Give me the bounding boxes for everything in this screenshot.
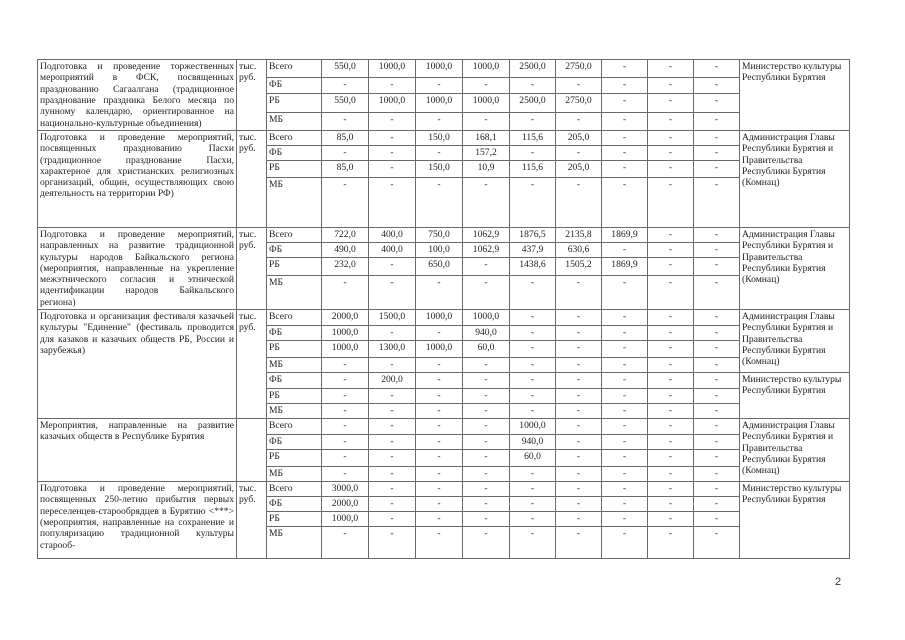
amount-cell: - <box>648 113 694 131</box>
funding-source-label: Всего <box>267 419 322 435</box>
funding-source-label: Всего <box>267 310 322 326</box>
amount-cell: 1000,0 <box>369 60 416 78</box>
funding-source-label: МБ <box>267 275 322 310</box>
funding-source-label: ФБ <box>267 497 322 512</box>
amount-cell: - <box>369 258 416 275</box>
responsible-ministry: Министерство культуры Республики Бурятия <box>740 482 850 559</box>
amount-cell: - <box>694 435 740 450</box>
amount-cell: - <box>648 512 694 527</box>
amount-cell: - <box>694 404 740 419</box>
funding-source-label: Всего <box>267 227 322 242</box>
amount-cell: 150,0 <box>416 130 463 145</box>
page-number: 2 <box>835 576 842 588</box>
amount-cell: 400,0 <box>369 227 416 242</box>
amount-cell: - <box>648 450 694 467</box>
unit-cell <box>237 419 267 482</box>
amount-cell: - <box>694 389 740 404</box>
amount-cell: - <box>416 358 463 373</box>
amount-cell: - <box>694 497 740 512</box>
amount-cell: - <box>694 467 740 482</box>
amount-cell: - <box>648 60 694 78</box>
amount-cell: 115,6 <box>510 160 556 177</box>
amount-cell: - <box>694 450 740 467</box>
amount-cell: - <box>369 482 416 497</box>
amount-cell: - <box>369 435 416 450</box>
table-row <box>38 227 850 242</box>
amount-cell: - <box>556 467 602 482</box>
amount-cell: - <box>510 358 556 373</box>
amount-cell: 940,0 <box>510 435 556 450</box>
amount-cell: - <box>322 358 369 373</box>
amount-cell: 1000,0 <box>416 94 463 113</box>
amount-cell: - <box>510 527 556 559</box>
amount-cell: - <box>648 243 694 258</box>
amount-cell: - <box>556 373 602 389</box>
amount-cell: - <box>556 482 602 497</box>
amount-cell: - <box>602 94 648 113</box>
table-row <box>38 60 850 78</box>
funding-source-label: ФБ <box>267 326 322 341</box>
amount-cell: - <box>463 512 510 527</box>
amount-cell: 750,0 <box>416 227 463 242</box>
amount-cell: - <box>416 389 463 404</box>
amount-cell: - <box>648 94 694 113</box>
amount-cell: - <box>463 113 510 131</box>
funding-source-label: ФБ <box>267 145 322 160</box>
table-row <box>38 419 850 435</box>
amount-cell: - <box>648 467 694 482</box>
amount-cell: - <box>416 527 463 559</box>
amount-cell: - <box>602 113 648 131</box>
amount-cell: - <box>648 404 694 419</box>
amount-cell: - <box>510 145 556 160</box>
amount-cell: 205,0 <box>556 160 602 177</box>
amount-cell: 1000,0 <box>369 94 416 113</box>
responsible-ministry: Министерство культуры Республики Бурятия <box>740 60 850 131</box>
amount-cell: - <box>369 113 416 131</box>
amount-cell: - <box>463 77 510 94</box>
amount-cell: - <box>322 77 369 94</box>
amount-cell: - <box>463 373 510 389</box>
funding-source-label: МБ <box>267 404 322 419</box>
amount-cell: - <box>602 512 648 527</box>
amount-cell: - <box>556 527 602 559</box>
amount-cell: - <box>463 275 510 310</box>
amount-cell: - <box>694 113 740 131</box>
amount-cell: - <box>463 177 510 227</box>
amount-cell: 650,0 <box>416 258 463 275</box>
amount-cell: - <box>416 467 463 482</box>
amount-cell: 1300,0 <box>369 341 416 358</box>
amount-cell: - <box>510 341 556 358</box>
amount-cell: - <box>602 467 648 482</box>
funding-source-label: МБ <box>267 467 322 482</box>
amount-cell: - <box>602 145 648 160</box>
amount-cell: - <box>694 527 740 559</box>
amount-cell: - <box>694 130 740 145</box>
amount-cell: - <box>322 404 369 419</box>
amount-cell: - <box>322 467 369 482</box>
amount-cell: - <box>602 310 648 326</box>
amount-cell: - <box>648 482 694 497</box>
amount-cell: - <box>463 404 510 419</box>
amount-cell: - <box>694 145 740 160</box>
amount-cell: - <box>602 60 648 78</box>
amount-cell: - <box>416 419 463 435</box>
amount-cell: - <box>556 419 602 435</box>
amount-cell: - <box>510 113 556 131</box>
responsible-ministry: Министерство культуры Республики Бурятия <box>740 373 850 419</box>
amount-cell: - <box>322 419 369 435</box>
amount-cell: - <box>416 404 463 419</box>
amount-cell: - <box>369 404 416 419</box>
amount-cell: - <box>602 450 648 467</box>
amount-cell: 1505,2 <box>556 258 602 275</box>
amount-cell: 1000,0 <box>463 60 510 78</box>
amount-cell: - <box>602 497 648 512</box>
funding-source-label: ФБ <box>267 77 322 94</box>
amount-cell: - <box>556 310 602 326</box>
amount-cell: - <box>369 497 416 512</box>
amount-cell: 490,0 <box>322 243 369 258</box>
amount-cell: - <box>694 512 740 527</box>
amount-cell: 100,0 <box>416 243 463 258</box>
amount-cell: - <box>694 160 740 177</box>
funding-source-label: Всего <box>267 60 322 78</box>
amount-cell: 2750,0 <box>556 60 602 78</box>
table-row <box>38 130 850 145</box>
amount-cell: - <box>463 450 510 467</box>
amount-cell: - <box>602 243 648 258</box>
amount-cell: - <box>694 358 740 373</box>
amount-cell: 150,0 <box>416 160 463 177</box>
activity-description: Подготовка и проведение мероприятий, посвященных 250-летию прибытия первых переселенцев-старообрядцев в Бурятию <***> (мероприятия, направленные на сохранение и популяризацию традиционной культуры старооб- <box>38 482 237 559</box>
amount-cell: 550,0 <box>322 94 369 113</box>
amount-cell: 630,6 <box>556 243 602 258</box>
amount-cell: 2500,0 <box>510 94 556 113</box>
amount-cell: - <box>416 497 463 512</box>
amount-cell: 168,1 <box>463 130 510 145</box>
amount-cell: 2750,0 <box>556 94 602 113</box>
amount-cell: - <box>556 77 602 94</box>
table-row <box>38 482 850 497</box>
amount-cell: 1876,5 <box>510 227 556 242</box>
amount-cell: - <box>369 77 416 94</box>
amount-cell: - <box>648 527 694 559</box>
amount-cell: - <box>463 482 510 497</box>
amount-cell: - <box>556 435 602 450</box>
amount-cell: - <box>556 358 602 373</box>
table-row <box>38 310 850 326</box>
amount-cell: 85,0 <box>322 160 369 177</box>
amount-cell: 940,0 <box>463 326 510 341</box>
funding-source-label: РБ <box>267 160 322 177</box>
amount-cell: - <box>602 326 648 341</box>
amount-cell: - <box>556 389 602 404</box>
amount-cell: - <box>556 497 602 512</box>
amount-cell: 200,0 <box>369 373 416 389</box>
amount-cell: - <box>556 450 602 467</box>
amount-cell: - <box>648 373 694 389</box>
amount-cell: - <box>416 450 463 467</box>
amount-cell: - <box>510 512 556 527</box>
funding-source-label: РБ <box>267 389 322 404</box>
amount-cell: - <box>648 326 694 341</box>
amount-cell: - <box>602 527 648 559</box>
funding-source-label: ФБ <box>267 243 322 258</box>
amount-cell: - <box>648 497 694 512</box>
amount-cell: - <box>694 482 740 497</box>
amount-cell: 3000,0 <box>322 482 369 497</box>
amount-cell: - <box>556 113 602 131</box>
amount-cell: - <box>322 527 369 559</box>
amount-cell: 2135,8 <box>556 227 602 242</box>
amount-cell: - <box>322 275 369 310</box>
amount-cell: - <box>369 450 416 467</box>
amount-cell: - <box>602 130 648 145</box>
amount-cell: - <box>648 145 694 160</box>
amount-cell: - <box>369 177 416 227</box>
amount-cell: - <box>602 482 648 497</box>
amount-cell: - <box>556 404 602 419</box>
funding-source-label: МБ <box>267 527 322 559</box>
funding-source-label: Всего <box>267 130 322 145</box>
amount-cell: 400,0 <box>369 243 416 258</box>
amount-cell: 10,9 <box>463 160 510 177</box>
amount-cell: - <box>510 482 556 497</box>
amount-cell: 1000,0 <box>463 310 510 326</box>
amount-cell: - <box>694 258 740 275</box>
amount-cell: - <box>694 243 740 258</box>
amount-cell: - <box>463 258 510 275</box>
amount-cell: 1000,0 <box>416 60 463 78</box>
amount-cell: - <box>463 467 510 482</box>
amount-cell: - <box>648 130 694 145</box>
amount-cell: 722,0 <box>322 227 369 242</box>
amount-cell: - <box>556 341 602 358</box>
amount-cell: 1869,9 <box>602 227 648 242</box>
amount-cell: - <box>602 389 648 404</box>
amount-cell: 437,9 <box>510 243 556 258</box>
amount-cell: - <box>694 94 740 113</box>
amount-cell: - <box>510 310 556 326</box>
funding-source-label: МБ <box>267 113 322 131</box>
amount-cell: - <box>602 404 648 419</box>
amount-cell: - <box>648 341 694 358</box>
amount-cell: - <box>556 275 602 310</box>
amount-cell: - <box>416 482 463 497</box>
amount-cell: - <box>648 389 694 404</box>
amount-cell: - <box>416 113 463 131</box>
responsible-ministry: Администрация Главы Республики Бурятия и Правительства Республики Бурятия (Комнац) <box>740 419 850 482</box>
amount-cell: - <box>648 258 694 275</box>
amount-cell: - <box>602 435 648 450</box>
amount-cell: - <box>694 373 740 389</box>
amount-cell: - <box>463 435 510 450</box>
amount-cell: - <box>648 419 694 435</box>
amount-cell: - <box>694 326 740 341</box>
amount-cell: - <box>510 177 556 227</box>
activity-description: Подготовка и проведение торжественных мероприятий в ФСК, посвященных празднованию Сагаалгана (традиционное празднование праздника Белого месяца по лунному календарю, ориентированное на национально-культурные объединения) <box>38 60 237 131</box>
amount-cell: - <box>322 145 369 160</box>
amount-cell: - <box>463 527 510 559</box>
amount-cell: - <box>648 275 694 310</box>
funding-source-label: МБ <box>267 177 322 227</box>
amount-cell: - <box>463 389 510 404</box>
amount-cell: - <box>416 373 463 389</box>
amount-cell: 2500,0 <box>510 60 556 78</box>
amount-cell: - <box>416 512 463 527</box>
amount-cell: 60,0 <box>510 450 556 467</box>
amount-cell: - <box>510 467 556 482</box>
amount-cell: 115,6 <box>510 130 556 145</box>
unit-cell: тыс. руб. <box>237 482 267 559</box>
amount-cell: - <box>463 419 510 435</box>
amount-cell: 1000,0 <box>463 94 510 113</box>
unit-cell: тыс. руб. <box>237 227 267 309</box>
amount-cell: - <box>416 326 463 341</box>
amount-cell: - <box>322 435 369 450</box>
funding-table <box>37 59 850 559</box>
amount-cell: - <box>369 326 416 341</box>
amount-cell: - <box>369 419 416 435</box>
amount-cell: 1062,9 <box>463 243 510 258</box>
funding-source-label: ФБ <box>267 435 322 450</box>
funding-source-label: РБ <box>267 450 322 467</box>
amount-cell: - <box>602 177 648 227</box>
amount-cell: 1062,9 <box>463 227 510 242</box>
funding-source-label: РБ <box>267 94 322 113</box>
responsible-ministry: Администрация Главы Республики Бурятия и Правительства Республики Бурятия (Комнац) <box>740 130 850 227</box>
unit-cell: тыс. руб. <box>237 130 267 227</box>
amount-cell: - <box>510 373 556 389</box>
amount-cell: - <box>369 467 416 482</box>
amount-cell: - <box>369 275 416 310</box>
amount-cell: - <box>416 145 463 160</box>
amount-cell: - <box>463 497 510 512</box>
amount-cell: 157,2 <box>463 145 510 160</box>
amount-cell: - <box>694 227 740 242</box>
amount-cell: - <box>510 77 556 94</box>
amount-cell: - <box>556 512 602 527</box>
amount-cell: - <box>648 227 694 242</box>
amount-cell: - <box>416 177 463 227</box>
amount-cell: - <box>369 358 416 373</box>
amount-cell: - <box>694 275 740 310</box>
amount-cell: - <box>510 404 556 419</box>
amount-cell: 1000,0 <box>510 419 556 435</box>
amount-cell: - <box>322 373 369 389</box>
funding-source-label: Всего <box>267 482 322 497</box>
amount-cell: - <box>369 160 416 177</box>
amount-cell: 232,0 <box>322 258 369 275</box>
amount-cell: - <box>602 419 648 435</box>
amount-cell: - <box>648 435 694 450</box>
amount-cell: - <box>602 358 648 373</box>
amount-cell: 1000,0 <box>416 310 463 326</box>
amount-cell: - <box>694 60 740 78</box>
amount-cell: - <box>602 77 648 94</box>
amount-cell: - <box>694 177 740 227</box>
amount-cell: - <box>322 113 369 131</box>
amount-cell: 60,0 <box>463 341 510 358</box>
amount-cell: - <box>510 275 556 310</box>
amount-cell: - <box>510 326 556 341</box>
amount-cell: - <box>369 145 416 160</box>
amount-cell: - <box>602 160 648 177</box>
amount-cell: - <box>416 275 463 310</box>
amount-cell: - <box>322 389 369 404</box>
amount-cell: - <box>416 77 463 94</box>
amount-cell: - <box>556 145 602 160</box>
funding-source-label: РБ <box>267 512 322 527</box>
amount-cell: - <box>322 177 369 227</box>
amount-cell: - <box>556 177 602 227</box>
amount-cell: 205,0 <box>556 130 602 145</box>
amount-cell: 1500,0 <box>369 310 416 326</box>
unit-cell: тыс. руб. <box>237 60 267 131</box>
funding-source-label: РБ <box>267 258 322 275</box>
amount-cell: - <box>369 527 416 559</box>
amount-cell: - <box>369 512 416 527</box>
amount-cell: - <box>694 341 740 358</box>
funding-source-label: МБ <box>267 358 322 373</box>
funding-source-label: ФБ <box>267 373 322 389</box>
amount-cell: - <box>648 77 694 94</box>
amount-cell: 2000,0 <box>322 497 369 512</box>
amount-cell: 1438,6 <box>510 258 556 275</box>
amount-cell: - <box>602 373 648 389</box>
amount-cell: - <box>648 358 694 373</box>
amount-cell: 85,0 <box>322 130 369 145</box>
amount-cell: 1000,0 <box>322 326 369 341</box>
amount-cell: - <box>416 435 463 450</box>
amount-cell: 1000,0 <box>416 341 463 358</box>
funding-source-label: РБ <box>267 341 322 358</box>
amount-cell: - <box>602 341 648 358</box>
amount-cell: - <box>369 389 416 404</box>
amount-cell: - <box>510 389 556 404</box>
responsible-ministry: Администрация Главы Республики Бурятия и Правительства Республики Бурятия (Комнац) <box>740 227 850 309</box>
unit-cell: тыс. руб. <box>237 310 267 419</box>
amount-cell: - <box>322 450 369 467</box>
amount-cell: - <box>648 177 694 227</box>
amount-cell: - <box>648 310 694 326</box>
amount-cell: - <box>694 77 740 94</box>
amount-cell: - <box>369 130 416 145</box>
amount-cell: - <box>648 160 694 177</box>
amount-cell: 1000,0 <box>322 341 369 358</box>
amount-cell: 1869,9 <box>602 258 648 275</box>
activity-description: Мероприятия, направленные на развитие казачьих обществ в Республике Бурятия <box>38 419 237 482</box>
responsible-ministry: Администрация Главы Республики Бурятия и Правительства Республики Бурятия (Комнац) <box>740 310 850 373</box>
amount-cell: - <box>694 419 740 435</box>
amount-cell: - <box>694 310 740 326</box>
amount-cell: 1000,0 <box>322 512 369 527</box>
amount-cell: - <box>510 497 556 512</box>
amount-cell: - <box>463 358 510 373</box>
amount-cell: - <box>556 326 602 341</box>
amount-cell: 550,0 <box>322 60 369 78</box>
activity-description: Подготовка и организация фестиваля казачьей культуры "Единение" (фестиваль проводится для казаков и казачьих обществ РБ, России и зарубежья) <box>38 310 237 419</box>
activity-description: Подготовка и проведение мероприятий, направленных на развитие традиционной культуры народов Байкальского региона (мероприятия, направленные на укрепление межэтнического согласия и этнической идентификации народов Байкальского региона) <box>38 227 237 309</box>
amount-cell: - <box>602 275 648 310</box>
activity-description: Подготовка и проведение мероприятий, посвященных празднованию Пасхи (традиционное празднование Пасхи, характерное для христианских религиозных организаций, общин, осуществляющих свою деятельность на территории РФ) <box>38 130 237 227</box>
amount-cell: 2000,0 <box>322 310 369 326</box>
